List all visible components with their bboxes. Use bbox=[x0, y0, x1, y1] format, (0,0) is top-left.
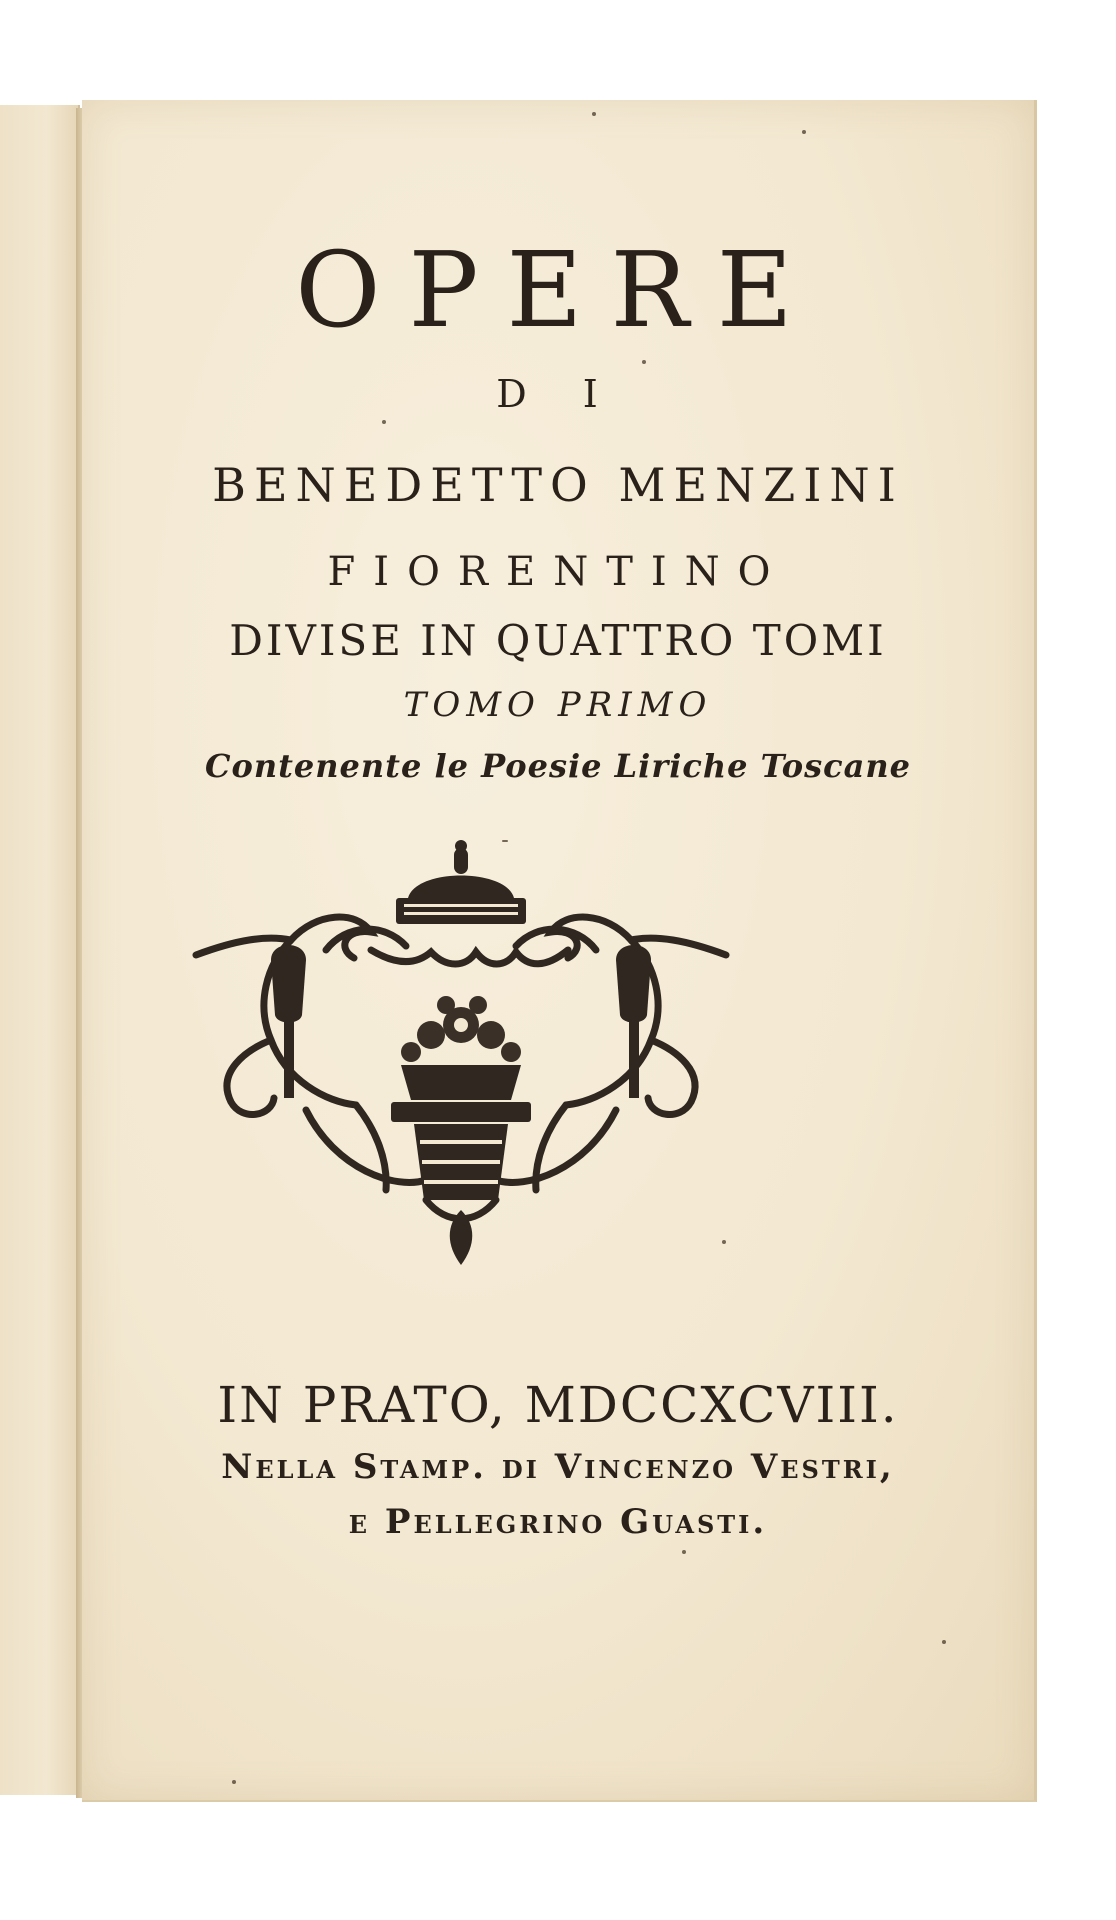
title-preposition: D I bbox=[496, 372, 620, 416]
volume-division: DIVISE IN QUATTRO TOMI bbox=[229, 616, 887, 665]
volume-number: TOMO PRIMO bbox=[403, 685, 713, 725]
flower-basket-vignette-icon bbox=[176, 840, 746, 1280]
imprint-printer-line-2: e Pellegrino Guasti. bbox=[348, 1502, 768, 1542]
volume-contents: Contenente le Poesie Liriche Toscane bbox=[205, 747, 911, 785]
imprint-printer-line-1: Nella Stamp. di Vincenzo Vestri, bbox=[221, 1447, 895, 1487]
imprint-place-date: IN PRATO, MDCCXCVIII. bbox=[217, 1376, 899, 1434]
author-origin: FIORENTINO bbox=[327, 549, 789, 595]
author-name: BENEDETTO MENZINI bbox=[212, 458, 904, 512]
book-title: OPERE bbox=[295, 229, 821, 351]
left-facing-leaf bbox=[0, 105, 80, 1795]
